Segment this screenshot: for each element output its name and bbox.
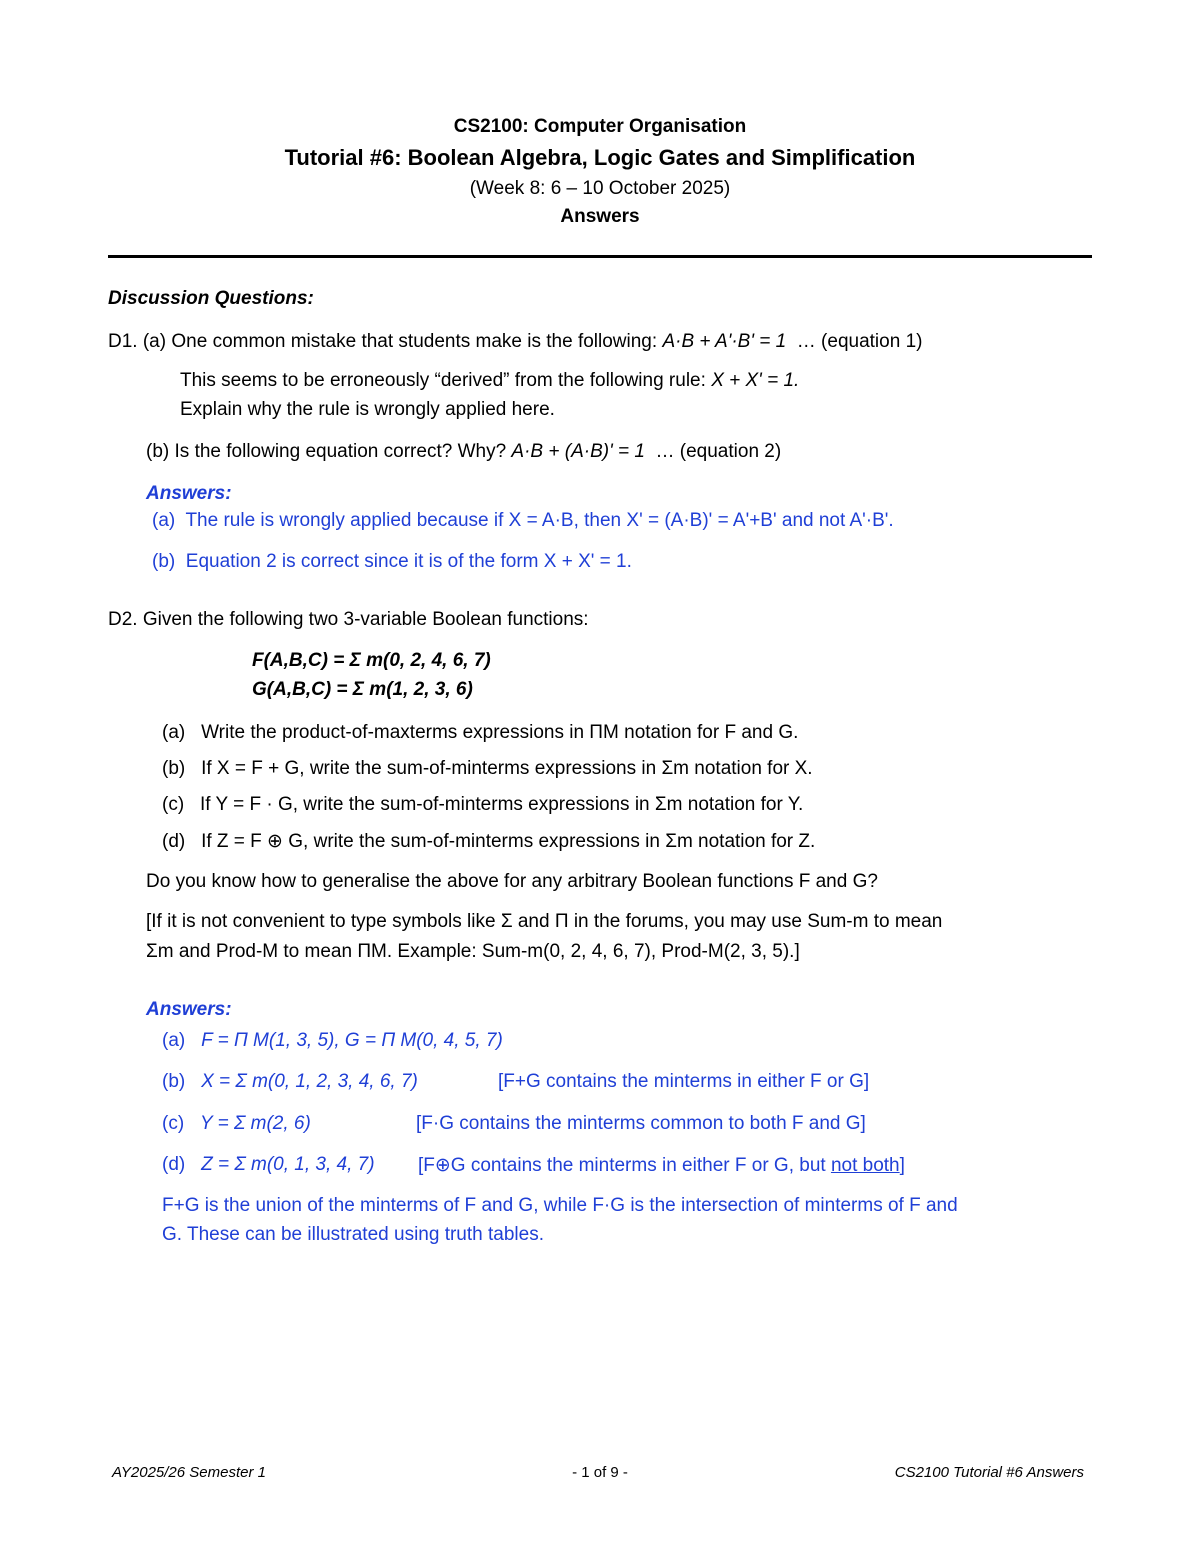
title-divider [108,255,1092,258]
d2-ans-d-expr: Z = Σ m(0, 1, 3, 4, 7) [201,1154,375,1175]
equation-1-tag: … (equation 1) [796,331,923,352]
d1-b-label: (b) [146,441,170,462]
d2-intro-text: Given the following two 3-variable Boolean functions: [142,609,589,630]
d1-b-text: Is the following equation correct? Why? [174,441,507,462]
d2-item-b [162,758,813,780]
d1-answer-a [152,510,894,532]
f-definition: F(A,B,C) = Σ m(0, 2, 4, 6, 7) [252,650,491,671]
d2-item-c-label: (c) [162,794,185,815]
d1-a-line3: Explain why the rule is wrongly applied here. [180,399,555,420]
d1-question-a [108,331,922,353]
equation-1: A·B + A'·B' = 1 [662,331,787,352]
d2-item-c-text: If Y = F · G, write the sum-of-minterms expressions in Σm notation for Y. [200,794,804,815]
not-both-underlined: not both [830,1155,900,1176]
answers-heading: Answers [560,206,640,227]
d2-item-d-text: If Z = F ⊕ G, write the sum-of-minterms expressions in Σm notation for Z. [201,831,816,852]
d2-item-b-text: If X = F + G, write the sum-of-minterms expressions in Σm notation for X. [201,758,813,779]
d2-ans-a-label: (a) [162,1030,186,1051]
d2-intro [108,609,589,631]
g-definition: G(A,B,C) = Σ m(1, 2, 3, 6) [252,679,473,700]
d1-question-b [146,441,781,463]
d2-item-d-label: (d) [162,831,186,852]
d1-ans-b-label: (b) [152,551,176,572]
d2-generalise: Do you know how to generalise the above for any arbitrary Boolean functions F and G? [146,871,878,892]
d2-item-a-label: (a) [162,722,186,743]
week-subtitle: (Week 8: 6 – 10 October 2025) [469,178,731,199]
d2-ans-d-note-text: [F⊕G contains the minterms in either F or G, but [418,1155,831,1176]
d2-summary-line1: F+G is the union of the minterms of F and G, while F·G is the intersection of minterms of F and [162,1195,958,1216]
d2-ans-b-note: [F+G contains the minterms in either F or G] [498,1071,870,1092]
d2-item-c [162,794,803,816]
section-heading: Discussion Questions: [108,288,314,309]
d1-label: D1. [108,331,138,352]
d2-summary-line2: G. These can be illustrated using truth tables. [162,1224,544,1245]
d2-item-d [162,830,815,853]
d2-ans-c-note: [F·G contains the minterms common to both F and G] [416,1113,866,1134]
d1-a-line2-text: This seems to be erroneously “derived” from the following rule: [180,370,706,391]
d2-ans-d-label: (d) [162,1154,186,1175]
rule-equation: X + X' = 1. [711,370,800,391]
equation-2-tag: … (equation 2) [655,441,782,462]
d2-ans-d-note-close: ] [899,1155,905,1176]
d1-answer-b [152,551,632,573]
d2-answers-label: Answers: [146,999,232,1020]
d2-answer-a [162,1030,503,1052]
equation-2: A·B + (A·B)' = 1 [511,441,645,462]
d2-ans-b-expr: X = Σ m(0, 1, 2, 3, 4, 6, 7) [201,1071,418,1092]
d2-note-line2: Σm and Prod-M to mean ΠM. Example: Sum-m(0, 2, 4, 6, 7), Prod-M(2, 3, 5).] [146,941,800,962]
footer-page-number: - 1 of 9 - [572,1464,628,1481]
d2-ans-c-label: (c) [162,1113,185,1134]
footer-semester: AY2025/26 Semester 1 [112,1464,266,1481]
d2-ans-b-label: (b) [162,1071,186,1092]
d2-answer-d [162,1154,375,1176]
d2-item-b-label: (b) [162,758,186,779]
d1-a-label: (a) [142,331,167,352]
d2-answer-b [162,1071,418,1093]
d1-ans-b-text: Equation 2 is correct since it is of the form X + X' = 1. [185,551,632,572]
tutorial-title: Tutorial #6: Boolean Algebra, Logic Gates and Simplification [284,145,916,170]
d1-answers-label: Answers: [146,483,232,504]
d2-label: D2. [108,609,138,630]
d2-item-a [162,722,798,744]
d2-ans-a-expr: F = Π M(1, 3, 5), G = Π M(0, 4, 5, 7) [201,1030,503,1051]
d2-item-a-text: Write the product-of-maxterms expressions in ΠM notation for F and G. [201,722,799,743]
d1-a-line2 [180,370,799,392]
d2-answer-c [162,1113,311,1135]
d2-ans-d-note [418,1154,905,1177]
d2-note-line1: [If it is not convenient to type symbols like Σ and Π in the forums, you may use Sum-m to mean [146,911,943,932]
d2-ans-c-expr: Y = Σ m(2, 6) [200,1113,311,1134]
d1-a-text: One common mistake that students make is the following: [171,331,658,352]
d1-ans-a-text: The rule is wrongly applied because if X = A·B, then X' = (A·B)' = A'+B' and not A'·B'. [185,510,894,531]
d1-ans-a-label: (a) [152,510,176,531]
footer-doc-title: CS2100 Tutorial #6 Answers [894,1464,1084,1481]
course-title: CS2100: Computer Organisation [453,116,747,137]
